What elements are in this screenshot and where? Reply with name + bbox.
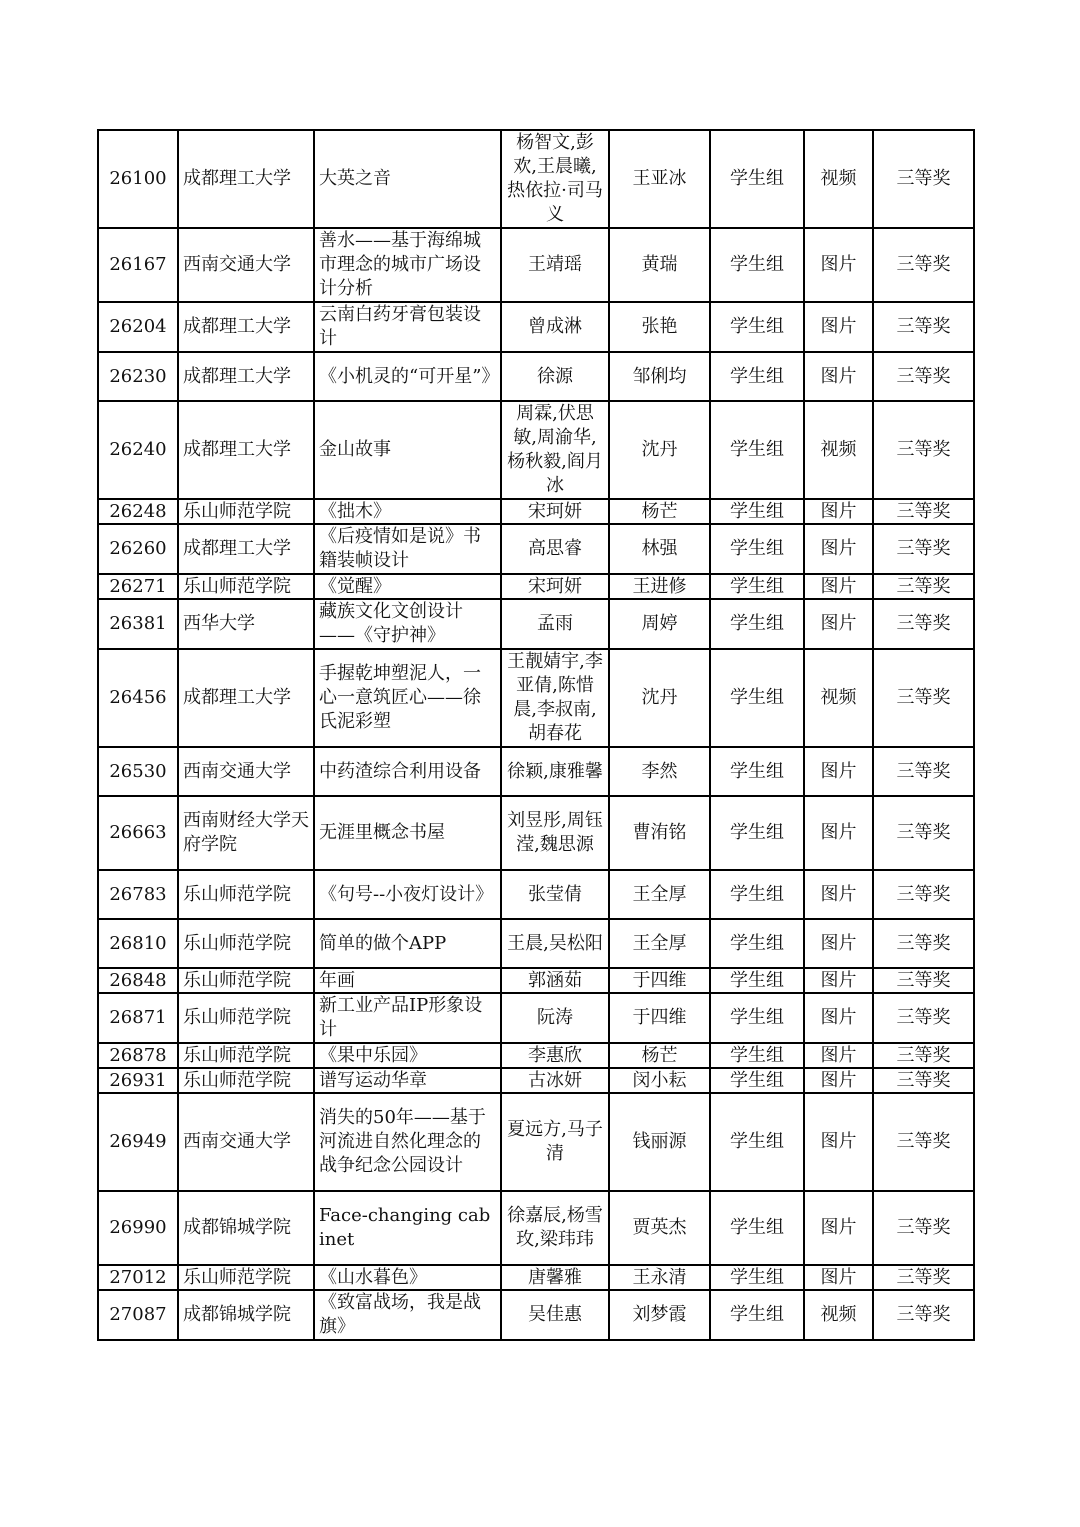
cell-group: 学生组 bbox=[710, 1043, 804, 1068]
cell-authors: 徐嘉辰,杨雪玫,梁玮玮 bbox=[501, 1191, 609, 1265]
cell-authors: 王靖瑶 bbox=[501, 228, 609, 302]
cell-work: 《小机灵的“可开星”》 bbox=[314, 352, 501, 401]
cell-id: 26783 bbox=[98, 870, 178, 919]
cell-id: 26248 bbox=[98, 499, 178, 524]
table-row bbox=[98, 1290, 974, 1340]
cell-school: 成都理工大学 bbox=[178, 649, 314, 747]
cell-id: 26381 bbox=[98, 599, 178, 649]
cell-school: 乐山师范学院 bbox=[178, 1265, 314, 1290]
table-body bbox=[98, 130, 974, 1340]
cell-school: 西南交通大学 bbox=[178, 228, 314, 302]
cell-authors: 阮涛 bbox=[501, 993, 609, 1043]
table-row bbox=[98, 352, 974, 401]
cell-advisor: 沈丹 bbox=[609, 649, 710, 747]
cell-work: 手握乾坤塑泥人，一心一意筑匠心——徐氏泥彩塑 bbox=[314, 649, 501, 747]
cell-authors: 李惠欣 bbox=[501, 1043, 609, 1068]
cell-group: 学生组 bbox=[710, 1265, 804, 1290]
cell-award: 三等奖 bbox=[873, 919, 974, 968]
cell-authors: 曾成淋 bbox=[501, 302, 609, 352]
cell-work: Face-changing cabinet bbox=[314, 1191, 501, 1265]
cell-type: 视频 bbox=[804, 130, 873, 228]
cell-award: 三等奖 bbox=[873, 130, 974, 228]
cell-work: 谱写运动华章 bbox=[314, 1068, 501, 1093]
cell-work: 消失的50年——基于河流进自然化理念的战争纪念公园设计 bbox=[314, 1093, 501, 1191]
cell-type: 视频 bbox=[804, 401, 873, 499]
table-row bbox=[98, 649, 974, 747]
cell-school: 乐山师范学院 bbox=[178, 1043, 314, 1068]
cell-school: 乐山师范学院 bbox=[178, 499, 314, 524]
cell-authors: 郭涵茹 bbox=[501, 968, 609, 993]
cell-school: 成都理工大学 bbox=[178, 352, 314, 401]
table-row bbox=[98, 1093, 974, 1191]
cell-advisor: 杨芒 bbox=[609, 1043, 710, 1068]
cell-authors: 高思睿 bbox=[501, 524, 609, 574]
cell-school: 成都锦城学院 bbox=[178, 1191, 314, 1265]
cell-id: 26240 bbox=[98, 401, 178, 499]
cell-advisor: 邹俐均 bbox=[609, 352, 710, 401]
table-row bbox=[98, 401, 974, 499]
cell-id: 26931 bbox=[98, 1068, 178, 1093]
cell-type: 图片 bbox=[804, 796, 873, 870]
cell-authors: 王晨,吴松阳 bbox=[501, 919, 609, 968]
cell-type: 图片 bbox=[804, 524, 873, 574]
cell-school: 成都理工大学 bbox=[178, 130, 314, 228]
table-row bbox=[98, 1265, 974, 1290]
cell-authors: 吴佳惠 bbox=[501, 1290, 609, 1340]
table-row bbox=[98, 870, 974, 919]
cell-id: 26530 bbox=[98, 747, 178, 796]
cell-school: 西南财经大学天府学院 bbox=[178, 796, 314, 870]
cell-advisor: 王全厚 bbox=[609, 870, 710, 919]
cell-work: 《致富战场，我是战旗》 bbox=[314, 1290, 501, 1340]
table-row bbox=[98, 796, 974, 870]
cell-group: 学生组 bbox=[710, 401, 804, 499]
cell-award: 三等奖 bbox=[873, 1068, 974, 1093]
cell-group: 学生组 bbox=[710, 968, 804, 993]
cell-type: 图片 bbox=[804, 228, 873, 302]
cell-group: 学生组 bbox=[710, 524, 804, 574]
cell-authors: 周霖,伏思敏,周渝华,杨秋毅,阎月冰 bbox=[501, 401, 609, 499]
cell-school: 西南交通大学 bbox=[178, 747, 314, 796]
cell-authors: 孟雨 bbox=[501, 599, 609, 649]
cell-type: 图片 bbox=[804, 747, 873, 796]
cell-type: 图片 bbox=[804, 352, 873, 401]
cell-work: 《山水暮色》 bbox=[314, 1265, 501, 1290]
cell-work: 《后疫情如是说》书籍装帧设计 bbox=[314, 524, 501, 574]
cell-type: 图片 bbox=[804, 1191, 873, 1265]
cell-id: 26810 bbox=[98, 919, 178, 968]
table-row bbox=[98, 1043, 974, 1068]
cell-school: 成都理工大学 bbox=[178, 401, 314, 499]
cell-id: 26949 bbox=[98, 1093, 178, 1191]
cell-type: 图片 bbox=[804, 1093, 873, 1191]
cell-id: 26871 bbox=[98, 993, 178, 1043]
cell-advisor: 林强 bbox=[609, 524, 710, 574]
cell-id: 26100 bbox=[98, 130, 178, 228]
cell-group: 学生组 bbox=[710, 796, 804, 870]
cell-school: 成都锦城学院 bbox=[178, 1290, 314, 1340]
cell-school: 乐山师范学院 bbox=[178, 919, 314, 968]
cell-school: 乐山师范学院 bbox=[178, 993, 314, 1043]
cell-type: 图片 bbox=[804, 302, 873, 352]
cell-school: 乐山师范学院 bbox=[178, 1068, 314, 1093]
cell-award: 三等奖 bbox=[873, 574, 974, 599]
cell-id: 26230 bbox=[98, 352, 178, 401]
cell-advisor: 王亚冰 bbox=[609, 130, 710, 228]
cell-award: 三等奖 bbox=[873, 599, 974, 649]
cell-group: 学生组 bbox=[710, 649, 804, 747]
table-row bbox=[98, 524, 974, 574]
cell-authors: 夏远方,马子清 bbox=[501, 1093, 609, 1191]
table-row bbox=[98, 574, 974, 599]
cell-advisor: 张艳 bbox=[609, 302, 710, 352]
cell-group: 学生组 bbox=[710, 228, 804, 302]
cell-award: 三等奖 bbox=[873, 1093, 974, 1191]
cell-type: 图片 bbox=[804, 919, 873, 968]
cell-award: 三等奖 bbox=[873, 1043, 974, 1068]
cell-group: 学生组 bbox=[710, 352, 804, 401]
table-row bbox=[98, 993, 974, 1043]
cell-id: 27087 bbox=[98, 1290, 178, 1340]
cell-award: 三等奖 bbox=[873, 1265, 974, 1290]
cell-group: 学生组 bbox=[710, 993, 804, 1043]
cell-type: 图片 bbox=[804, 1265, 873, 1290]
table-row bbox=[98, 1068, 974, 1093]
table-row bbox=[98, 747, 974, 796]
cell-advisor: 王全厚 bbox=[609, 919, 710, 968]
cell-group: 学生组 bbox=[710, 1068, 804, 1093]
cell-work: 善水——基于海绵城市理念的城市广场设计分析 bbox=[314, 228, 501, 302]
cell-id: 26848 bbox=[98, 968, 178, 993]
cell-advisor: 于四维 bbox=[609, 993, 710, 1043]
cell-work: 大英之音 bbox=[314, 130, 501, 228]
cell-advisor: 王永清 bbox=[609, 1265, 710, 1290]
cell-award: 三等奖 bbox=[873, 968, 974, 993]
cell-type: 视频 bbox=[804, 649, 873, 747]
cell-type: 图片 bbox=[804, 870, 873, 919]
cell-advisor: 于四维 bbox=[609, 968, 710, 993]
cell-type: 图片 bbox=[804, 993, 873, 1043]
cell-id: 26271 bbox=[98, 574, 178, 599]
cell-award: 三等奖 bbox=[873, 401, 974, 499]
cell-advisor: 杨芒 bbox=[609, 499, 710, 524]
cell-group: 学生组 bbox=[710, 1191, 804, 1265]
cell-work: 金山故事 bbox=[314, 401, 501, 499]
table-row bbox=[98, 968, 974, 993]
cell-authors: 古冰妍 bbox=[501, 1068, 609, 1093]
cell-type: 视频 bbox=[804, 1290, 873, 1340]
cell-type: 图片 bbox=[804, 1043, 873, 1068]
cell-id: 26260 bbox=[98, 524, 178, 574]
cell-school: 乐山师范学院 bbox=[178, 870, 314, 919]
cell-type: 图片 bbox=[804, 968, 873, 993]
cell-work: 中药渣综合利用设备 bbox=[314, 747, 501, 796]
cell-advisor: 沈丹 bbox=[609, 401, 710, 499]
cell-type: 图片 bbox=[804, 599, 873, 649]
cell-advisor: 贾英杰 bbox=[609, 1191, 710, 1265]
cell-work: 云南白药牙膏包装设计 bbox=[314, 302, 501, 352]
cell-group: 学生组 bbox=[710, 1093, 804, 1191]
cell-award: 三等奖 bbox=[873, 352, 974, 401]
cell-group: 学生组 bbox=[710, 499, 804, 524]
cell-work: 《拙木》 bbox=[314, 499, 501, 524]
cell-award: 三等奖 bbox=[873, 870, 974, 919]
cell-school: 西华大学 bbox=[178, 599, 314, 649]
cell-award: 三等奖 bbox=[873, 649, 974, 747]
cell-work: 《果中乐园》 bbox=[314, 1043, 501, 1068]
cell-group: 学生组 bbox=[710, 599, 804, 649]
cell-authors: 刘昱彤,周钰滢,魏思源 bbox=[501, 796, 609, 870]
cell-work: 年画 bbox=[314, 968, 501, 993]
cell-id: 26167 bbox=[98, 228, 178, 302]
cell-id: 26878 bbox=[98, 1043, 178, 1068]
cell-work: 简单的做个APP bbox=[314, 919, 501, 968]
cell-id: 26204 bbox=[98, 302, 178, 352]
cell-award: 三等奖 bbox=[873, 302, 974, 352]
cell-school: 成都理工大学 bbox=[178, 302, 314, 352]
cell-group: 学生组 bbox=[710, 1290, 804, 1340]
cell-type: 图片 bbox=[804, 499, 873, 524]
cell-advisor: 周婷 bbox=[609, 599, 710, 649]
table-row bbox=[98, 499, 974, 524]
cell-id: 27012 bbox=[98, 1265, 178, 1290]
table-row bbox=[98, 130, 974, 228]
table-row bbox=[98, 228, 974, 302]
cell-group: 学生组 bbox=[710, 574, 804, 599]
cell-type: 图片 bbox=[804, 1068, 873, 1093]
cell-advisor: 钱丽源 bbox=[609, 1093, 710, 1191]
cell-award: 三等奖 bbox=[873, 993, 974, 1043]
cell-school: 西南交通大学 bbox=[178, 1093, 314, 1191]
cell-authors: 杨智文,彭欢,王晨曦,热依拉·司马义 bbox=[501, 130, 609, 228]
award-table bbox=[97, 129, 975, 1341]
cell-school: 乐山师范学院 bbox=[178, 968, 314, 993]
cell-type: 图片 bbox=[804, 574, 873, 599]
table-row bbox=[98, 1191, 974, 1265]
cell-advisor: 黄瑞 bbox=[609, 228, 710, 302]
cell-work: 《觉醒》 bbox=[314, 574, 501, 599]
cell-authors: 唐馨雅 bbox=[501, 1265, 609, 1290]
cell-authors: 徐源 bbox=[501, 352, 609, 401]
cell-group: 学生组 bbox=[710, 130, 804, 228]
cell-authors: 徐颖,康雅馨 bbox=[501, 747, 609, 796]
cell-work: 无涯里概念书屋 bbox=[314, 796, 501, 870]
table-row bbox=[98, 919, 974, 968]
cell-authors: 宋珂妍 bbox=[501, 574, 609, 599]
cell-advisor: 曹洧铭 bbox=[609, 796, 710, 870]
cell-group: 学生组 bbox=[710, 302, 804, 352]
cell-award: 三等奖 bbox=[873, 524, 974, 574]
cell-award: 三等奖 bbox=[873, 796, 974, 870]
cell-advisor: 闵小耘 bbox=[609, 1068, 710, 1093]
table-row bbox=[98, 599, 974, 649]
cell-advisor: 李然 bbox=[609, 747, 710, 796]
cell-advisor: 刘梦霞 bbox=[609, 1290, 710, 1340]
cell-school: 成都理工大学 bbox=[178, 524, 314, 574]
cell-authors: 张莹倩 bbox=[501, 870, 609, 919]
cell-work: 藏族文化文创设计——《守护神》 bbox=[314, 599, 501, 649]
cell-id: 26663 bbox=[98, 796, 178, 870]
cell-award: 三等奖 bbox=[873, 1290, 974, 1340]
cell-award: 三等奖 bbox=[873, 499, 974, 524]
cell-award: 三等奖 bbox=[873, 228, 974, 302]
cell-work: 《句号--小夜灯设计》 bbox=[314, 870, 501, 919]
cell-authors: 王靓婧宇,李亚倩,陈惜晨,李叔南,胡春花 bbox=[501, 649, 609, 747]
cell-group: 学生组 bbox=[710, 919, 804, 968]
cell-id: 26990 bbox=[98, 1191, 178, 1265]
cell-group: 学生组 bbox=[710, 747, 804, 796]
cell-group: 学生组 bbox=[710, 870, 804, 919]
cell-award: 三等奖 bbox=[873, 747, 974, 796]
cell-advisor: 王进修 bbox=[609, 574, 710, 599]
cell-award: 三等奖 bbox=[873, 1191, 974, 1265]
cell-authors: 宋珂妍 bbox=[501, 499, 609, 524]
cell-id: 26456 bbox=[98, 649, 178, 747]
table-row bbox=[98, 302, 974, 352]
cell-school: 乐山师范学院 bbox=[178, 574, 314, 599]
cell-work: 新工业产品IP形象设计 bbox=[314, 993, 501, 1043]
